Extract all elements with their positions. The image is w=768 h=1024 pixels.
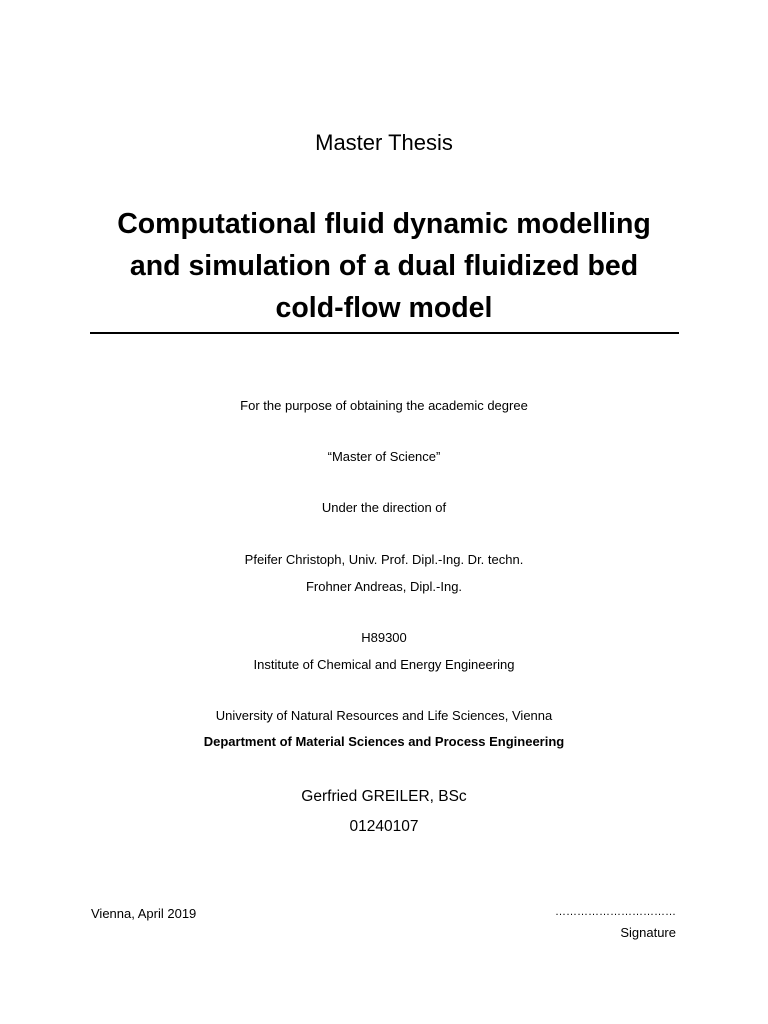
signature-line: …………………………… (555, 906, 676, 918)
degree-text: “Master of Science” (327, 449, 441, 464)
author-name: Gerfried GREILER, BSc (301, 788, 467, 805)
institute-name: Institute of Chemical and Energy Engineering (253, 657, 515, 672)
department-name: Department of Material Sciences and Process Engineering (203, 734, 565, 749)
purpose-text: For the purpose of obtaining the academic degree (240, 398, 528, 413)
title-line: Computational fluid dynamic modelling (117, 208, 651, 240)
supervisor-1: Pfeifer Christoph, Univ. Prof. Dipl.-Ing. Dr. techn. (244, 552, 524, 567)
direction-text: Under the direction of (321, 500, 447, 515)
supervisor-2: Frohner Andreas, Dipl.-Ing. (305, 579, 463, 594)
title-line: cold-flow model (275, 292, 493, 324)
place-date: Vienna, April 2019 (91, 906, 197, 921)
university-name: University of Natural Resources and Life Sciences, Vienna (215, 708, 553, 723)
title-line: and simulation of a dual fluidized bed (129, 250, 639, 282)
institute-code: H89300 (361, 630, 407, 645)
title-divider (90, 332, 679, 334)
signature-label: Signature (620, 925, 676, 940)
thesis-title (0, 203, 768, 329)
document-label: Master Thesis (315, 130, 453, 155)
student-id: 01240107 (349, 818, 419, 835)
